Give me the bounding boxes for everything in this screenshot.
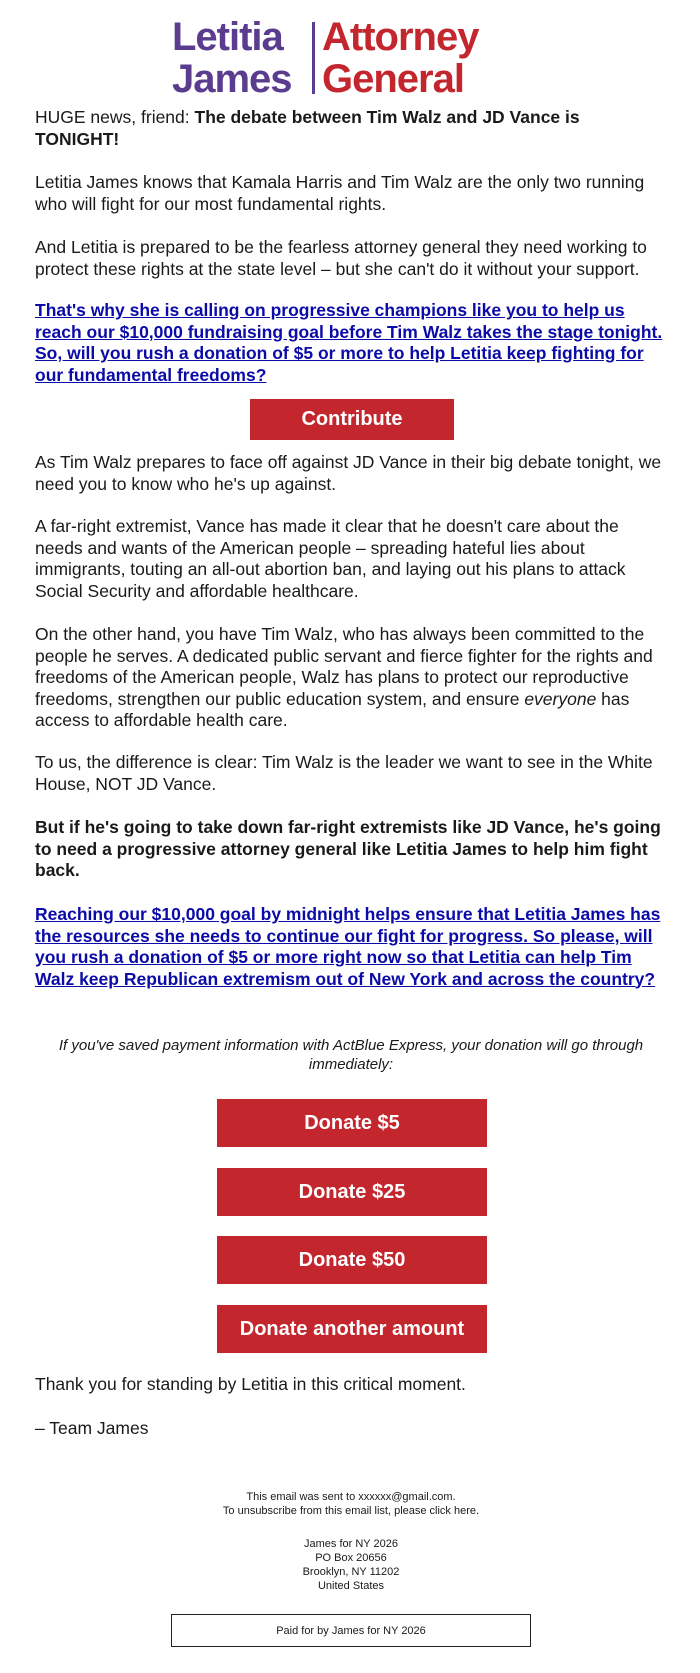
- paragraph-vance-extremist: A far-right extremist, Vance has made it clear that he doesn't care about the needs and wants of the American people – spreading hateful lies about immigrants, touting an all-out abortion ban, and laying out his plans to attack Social Security and affordable healthcare.: [35, 516, 626, 601]
- signoff: – Team James: [35, 1418, 149, 1438]
- goal-appeal-paragraph: [35, 904, 667, 990]
- footer-sent-to: This email was sent to xxxxxx@gmail.com.: [246, 1491, 456, 1503]
- donate-25-button[interactable]: Donate $25: [217, 1168, 487, 1216]
- paragraph-fight-back: But if he's going to take down far-right extremists like JD Vance, he's going to need a progressive attorney general like Letitia James to help him fight back.: [35, 817, 661, 880]
- logo-divider: [312, 22, 315, 94]
- email-body: [35, 0, 667, 1637]
- logo-name-line2: James: [172, 57, 292, 96]
- paragraph-walz-committed: [35, 624, 667, 732]
- walz-text-italic: everyone: [524, 688, 597, 709]
- donation-appeal-link[interactable]: That's why she is calling on progressive champions like you to help us reach our $10,000 fundraising goal before Tim Walz takes the stage tonight. So, will you rush a donation of $5 or more to help Letitia keep fighting for our fundamental freedoms?: [35, 300, 663, 385]
- logo-graphic: [172, 18, 532, 96]
- goal-appeal-link[interactable]: Reaching our $10,000 goal by midnight helps ensure that Letitia James has the resources she needs to continue our fight for progress. So please, will you rush a donation of $5 or more right now so that Letitia can help Tim Walz keep Republican extremism out of New York and across the country?: [35, 904, 661, 989]
- logo-title-line1: Attorney: [322, 18, 479, 59]
- paragraph-letitia-prepared: And Letitia is prepared to be the fearless attorney general they need working to protect these rights at the state level – but she can't do it without your support.: [35, 237, 647, 279]
- contribute-button[interactable]: Contribute: [250, 399, 454, 440]
- footer-unsubscribe[interactable]: To unsubscribe from this email list, please click here.: [222, 1505, 480, 1517]
- footer-city: Brooklyn, NY 11202: [302, 1566, 400, 1578]
- donate-other-amount-button[interactable]: Donate another amount: [217, 1305, 487, 1353]
- donate-5-button[interactable]: Donate $5: [217, 1099, 487, 1147]
- paid-for-disclaimer: Paid for by James for NY 2026: [171, 1614, 531, 1647]
- footer-country: United States: [317, 1580, 385, 1592]
- walz-text-start: On the other hand, you have Tim Walz, who has always been committed to the people he serves. A dedicated public servant and fierce fighter for the rights and freedoms of the American people, Walz has plans to protect our reproductive freedoms, strengthen our public education system, and ensure: [35, 624, 653, 709]
- actblue-express-note: If you've saved payment information with ActBlue Express, your donation will go through immediately:: [58, 1037, 644, 1073]
- donation-appeal-paragraph: [35, 300, 667, 386]
- logo-name-line1: Letitia: [172, 18, 283, 59]
- donate-50-button[interactable]: Donate $50: [217, 1236, 487, 1284]
- campaign-logo: [35, 0, 667, 100]
- paragraph-walz-debate: As Tim Walz prepares to face off against JD Vance in their big debate tonight, we need you to know who he's up against.: [35, 452, 662, 494]
- paragraph-harris-walz: Letitia James knows that Kamala Harris and Tim Walz are the only two running who will fight for our most fundamental rights.: [35, 172, 645, 214]
- intro-lead: HUGE news, friend:: [35, 107, 195, 127]
- footer-notice: [35, 1490, 667, 1518]
- intro-paragraph: [35, 107, 667, 150]
- footer-org: James for NY 2026: [304, 1538, 398, 1550]
- footer-po-box: PO Box 20656: [315, 1552, 387, 1564]
- intro-bold: The debate between Tim Walz and JD Vance is TONIGHT!: [35, 107, 580, 149]
- walz-text-end: has access to affordable health care.: [35, 688, 630, 730]
- logo-title-line2: General: [322, 57, 464, 96]
- thanks-paragraph: Thank you for standing by Letitia in this critical moment.: [35, 1374, 466, 1394]
- footer-address: [35, 1537, 667, 1593]
- paragraph-difference-clear: To us, the difference is clear: Tim Walz is the leader we want to see in the White House, NOT JD Vance.: [35, 752, 653, 794]
